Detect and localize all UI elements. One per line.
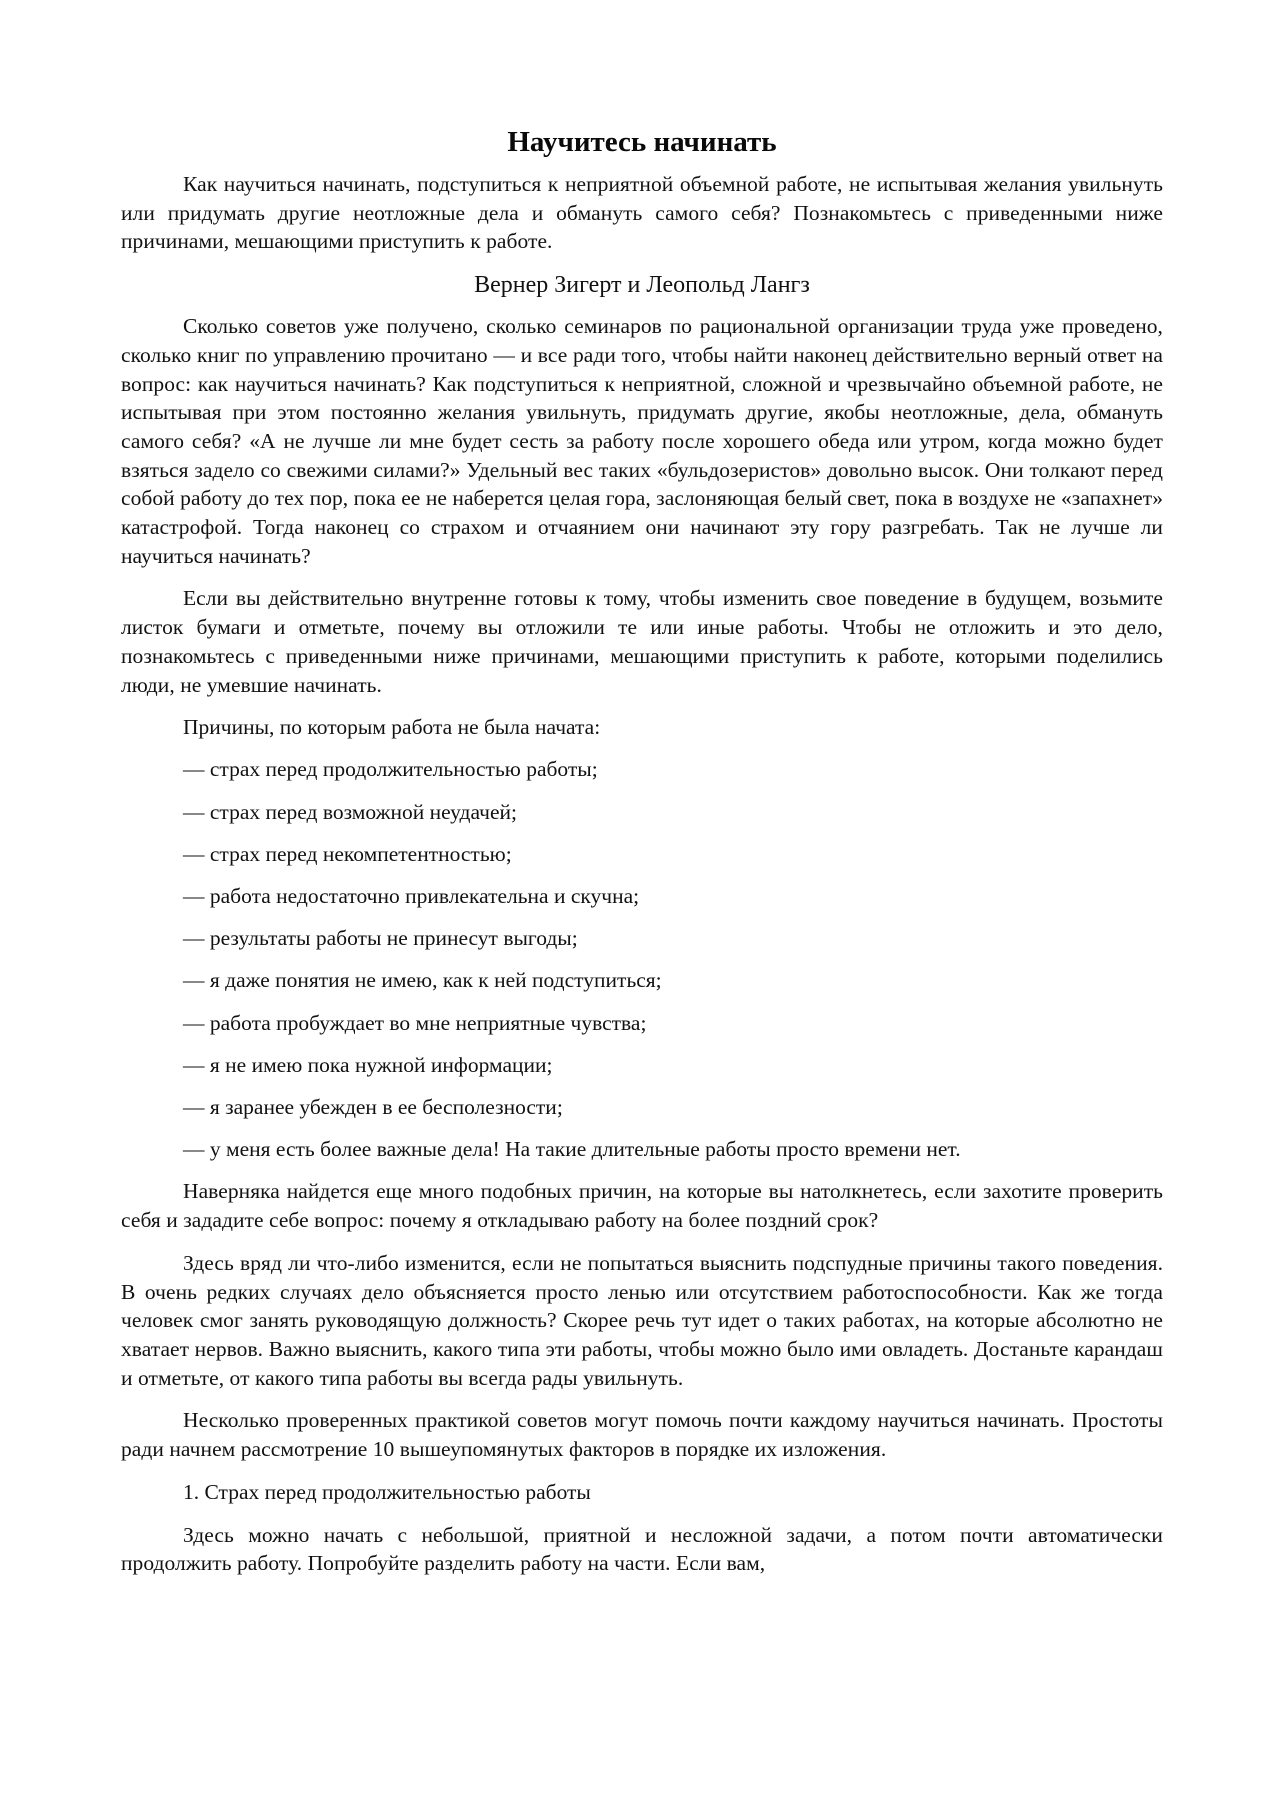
lead-paragraph: Как научиться начинать, подступиться к неприятной объемной работе, не испытывая желания увильнуть или придумать другие неотложные дела и обмануть самого себя? Познакомьтесь с приведенными ниже причинами, мешающими приступить к работе.	[121, 172, 1163, 254]
authors-line: Вернер Зигерт и Леопольд Лангз	[474, 272, 810, 299]
section-heading: 1. Страх перед продолжительностью работы	[183, 1479, 591, 1504]
document-title: Научитесь начинать	[507, 126, 777, 158]
body-paragraph: Здесь можно начать с небольшой, приятной и несложной задачи, а потом почти автоматически продолжить работу. Попробуйте разделить работу на части. Если вам,	[121, 1522, 1163, 1576]
list-item: — работа пробуждает во мне неприятные чувства;	[183, 1010, 647, 1035]
list-item: — страх перед возможной неудачей;	[183, 799, 517, 824]
list-item: — я не имею пока нужной информации;	[183, 1052, 553, 1077]
body-paragraph: Несколько проверенных практикой советов могут помочь почти каждому научиться начинать. Простоты ради начнем рассмотрение 10 вышеупомянутых факторов в порядке их изложения.	[121, 1408, 1163, 1462]
list-item: — у меня есть более важные дела! На такие длительные работы просто времени нет.	[183, 1137, 961, 1162]
reasons-list	[121, 755, 1163, 1164]
reasons-intro: Причины, по которым работа не была начата:	[183, 715, 601, 740]
list-item: — результаты работы не принесут выгоды;	[183, 926, 578, 951]
body-paragraph: Сколько советов уже получено, сколько семинаров по рациональной организации труда уже проведено, сколько книг по управлению прочитано — и все ради того, чтобы найти наконец действительно верный ответ на вопрос: как научиться начинать? Как подступиться к неприятной, сложной и чрезвычайно объемной работе, не испытывая при этом постоянно желания увильнуть, придумать другие, якобы неотложные, дела, обмануть самого себя? «А не лучше ли мне будет сесть за работу после хорошего обеда или утром, когда можно будет взяться задело со свежими силами?» Удельный вес таких «бульдозеристов» довольно высок. Они толкают перед собой работу до тех пор, пока ее не наберется целая гора, заслоняющая белый свет, пока в воздухе не «запахнет» катастрофой. Тогда наконец со страхом и отчаянием они начинают эту гору разгребать. Так не лучше ли научиться начинать?	[121, 314, 1163, 568]
body-paragraph: Здесь вряд ли что-либо изменится, если не попытаться выяснить подспудные причины такого поведения. В очень редких случаях дело объясняется просто ленью или отсутствием работоспособности. Как же тогда человек смог занять руководящую должность? Скорее речь тут идет о таких работах, на которые абсолютно не хватает нервов. Важно выяснить, какого типа эти работы, чтобы можно было ими овладеть. Достаньте карандаш и отметьте, от какого типа работы вы всегда рады увильнуть.	[121, 1250, 1163, 1390]
list-item: — я даже понятия не имею, как к ней подступиться;	[183, 968, 662, 993]
body-paragraph: Если вы действительно внутренне готовы к тому, чтобы изменить свое поведение в будущем, возьмите листок бумаги и отметьте, почему вы отложили те или иные работы. Чтобы не отложить и это дело, познакомьтесь с приведенными ниже причинами, мешающими приступить к работе, которыми поделились люди, не умевшие начинать.	[121, 586, 1163, 697]
list-item: — работа недостаточно привлекательна и скучна;	[183, 884, 640, 909]
list-item: — страх перед некомпетентностью;	[183, 841, 512, 866]
document-page	[121, 124, 1163, 1592]
list-item: — я заранее убежден в ее бесполезности;	[183, 1095, 563, 1120]
list-item: — страх перед продолжительностью работы;	[183, 757, 598, 782]
body-paragraph: Наверняка найдется еще много подобных причин, на которые вы натолкнетесь, если захотите проверить себя и зададите себе вопрос: почему я откладываю работу на более поздний срок?	[121, 1179, 1163, 1233]
